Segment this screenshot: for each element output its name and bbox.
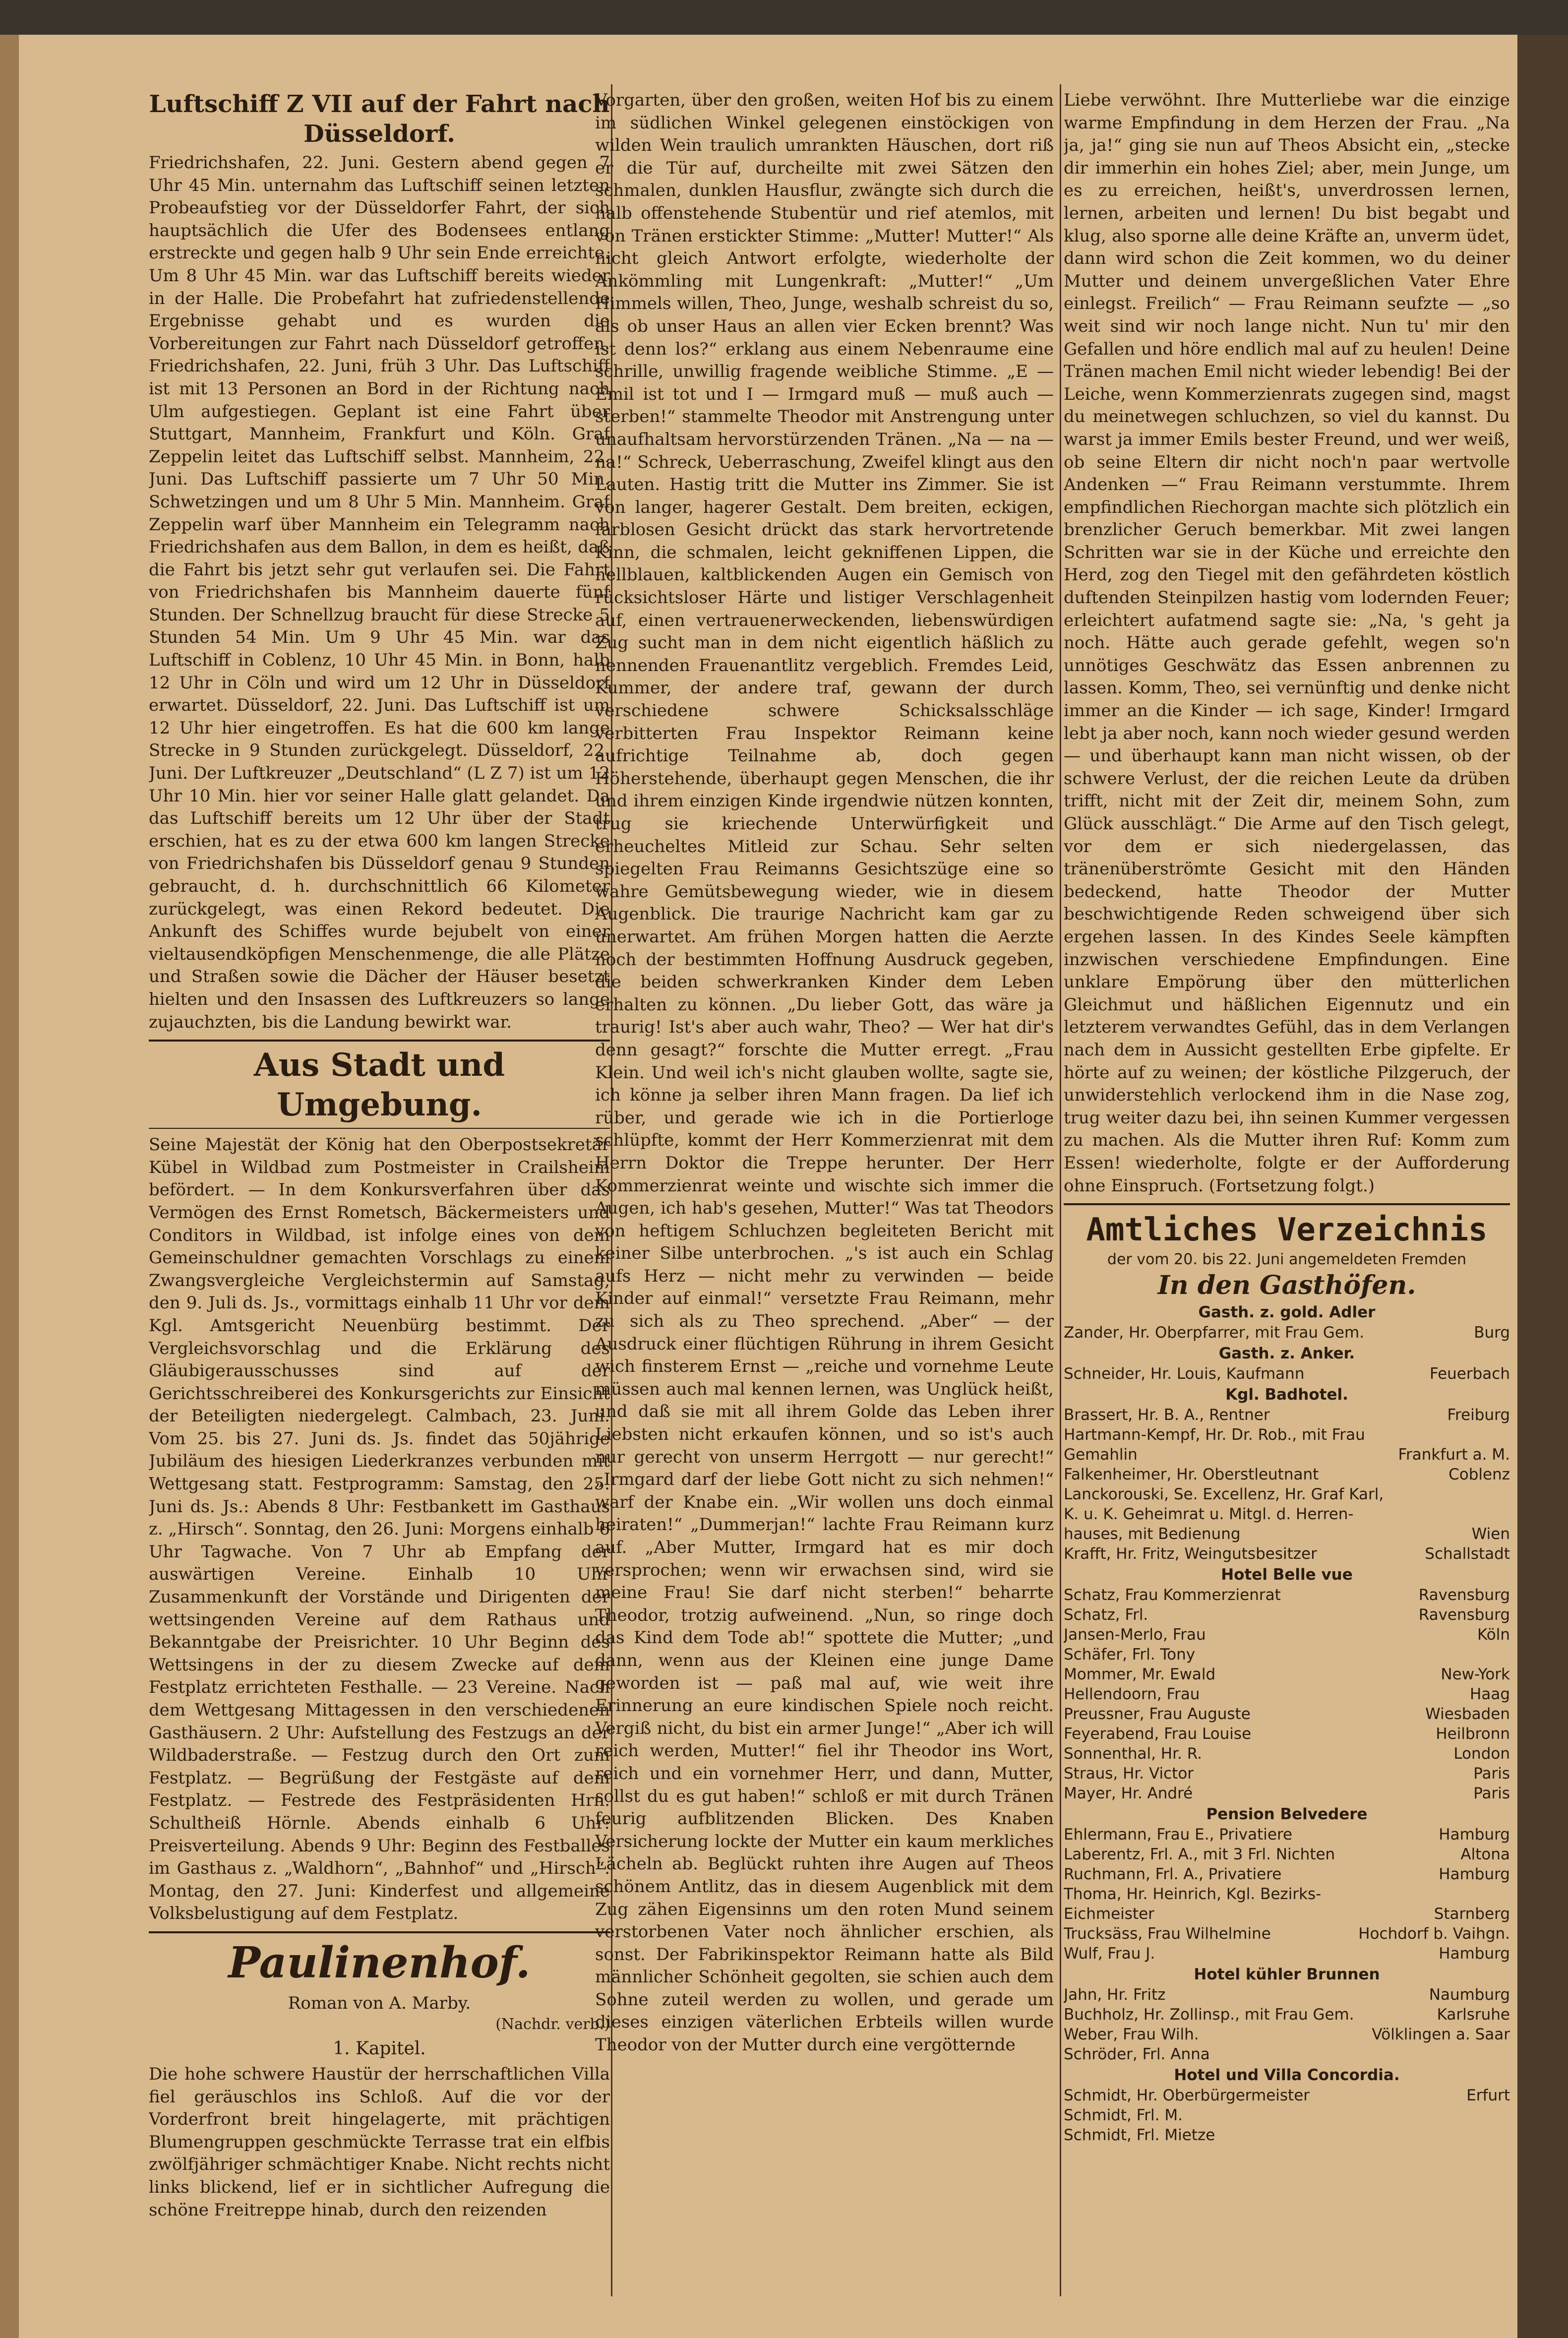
- guest-name: Mayer, Hr. André: [1064, 1784, 1193, 1803]
- guest-entry: [1064, 1904, 1510, 1924]
- guest-name: Thoma, Hr. Heinrich, Kgl. Bezirks-: [1064, 1885, 1322, 1904]
- guest-name: Schäfer, Frl. Tony: [1064, 1646, 1196, 1664]
- guest-entry: [1064, 1985, 1510, 2005]
- hotel-section-heading: Gasth. z. Anker.: [1218, 1345, 1355, 1363]
- verzeichnis-list: [1064, 1302, 1510, 2145]
- left-page-edge: [0, 35, 19, 2338]
- roman-continuation-end: Liebe verwöhnt. Ihre Mutterliebe war die einzige warme Empfindung in dem Herzen der Frau. „Na ja, ja!“ ging sie nun auf Theos Absicht ein, „stecke dir immerhin ein hohes Ziel; aber, mein Junge, um es zu erreichen, heißt's, unverdrossen lernen, lernen, arbeiten und lernen! Du bist begabt und klug, also sporne alle deine Kräfte an, unverm üdet, dann wird schon die Zeit kommen, wo du deiner Mutter und deinem unvergeßlichen Vater Ehre einlegst. Freilich“ — Frau Reimann seufzte — „so weit sind wir noch lange nicht. Nun tu' mir den Gefallen und höre endlich mal auf zu heulen! Deine Tränen machen Emil nicht wieder lebendig! Bei der Leiche, wenn Kommerzienrats zugegen sind, magst du meinetwegen schluchzen, so viel du kannst. Du warst ja immer Emils bester Freund, und wer weiß, ob seine Eltern dir nicht noch'n paar wertvolle Andenken —“ Frau Reimann verstummte. Ihrem empfindlichen Riechorgan machte sich plötzlich ein brenzlicher Geruch bemerkbar. Mit zwei langen Schritten war sie in der Küche und erreichte den Herd, zog den Tiegel mit den gefährdeten köstlich duftenden Steinpilzen hastig vom lodernden Feuer; erleichtert aufatmend sagte sie: „Na, 's geht ja noch. Hätte auch gerade gefehlt, wegen so'n unnötiges Geschwätz das Essen anbrennen zu lassen. Komm, Theo, sei vernünftig und denke nicht immer an die Kinder — ich sage, Kinder! Irmgard lebt ja aber noch, kann noch wieder gesund werden — und überhaupt kann man nicht wissen, ob der schwere Verlust, der die reichen Leute da drüben trifft, nicht mit der Zeit dir, meinem Sohn, zum Glück ausschlägt.“ Die Arme auf den Tisch gelegt, vor dem er sich niedergelassen, das tränenüberströmte Gesicht mit den Händen bedeckend, hatte Theodor der Mutter beschwichtigende Reden schweigend über sich ergehen lassen. In des Kindes Seele kämpften inzwischen verschiedene Empfindungen. Eine unklare Empörung über den mütterlichen Gleichmut und häßlichen Eigennutz und ein letzterem verwandtes Gefühl, das in dem Verlangen nach dem in Aussicht gestellten Erbe gipfelte. Er hörte auf zu weinen; der köstliche Pilzgeruch, der unwiderstehlich verlockend ihm in die Nase zog, trug weiter dazu bei, ihn seinen Kummer vergessen zu machen. Als die Mutter ihren Ruf: Komm zum Essen! wiederholte, folgte er der Aufforderung ohne Einspruch. (Fortsetzung folgt.): [1064, 90, 1510, 1196]
- hotel-section-heading: Hotel und Villa Concordia.: [1174, 2066, 1400, 2085]
- guest-entry: [1064, 1784, 1510, 1803]
- guest-entry: [1064, 1605, 1510, 1625]
- guest-origin: Paris: [1473, 1765, 1510, 1783]
- guest-name: Sonnenthal, Hr. R.: [1064, 1745, 1202, 1763]
- guest-entry: [1064, 2086, 1510, 2105]
- luftschiff-article: Friedrichshafen, 22. Juni. Gestern abend gegen 7 Uhr 45 Min. unternahm das Luftschiff seinen letzten Probeaufstieg vor der Düsseldorfer Fahrt, der sich hauptsächlich die Ufer des Bodensees entlang erstreckte und gegen halb 9 Uhr sein Ende erreichte. Um 8 Uhr 45 Min. war das Luftschiff bereits wieder in der Halle. Die Probefahrt hat zufriedenstellende Ergebnisse gehabt und es wurden die Vorbereitungen zur Fahrt nach Düsseldorf getroffen. Friedrichshafen, 22. Juni, früh 3 Uhr. Das Luftschiff ist mit 13 Personen an Bord in der Richtung nach Ulm aufgestiegen. Geplant ist eine Fahrt über Stuttgart, Mannheim, Frankfurt und Köln. Graf Zeppelin leitet das Luftschiff selbst. Mannheim, 22. Juni. Das Luftschiff passierte um 7 Uhr 50 Min. Schwetzingen und um 8 Uhr 5 Min. Mannheim. Graf Zeppelin warf über Mannheim ein Telegramm nach Friedrichshafen aus dem Ballon, in dem es heißt, daß die Fahrt bis jetzt sehr gut verlaufen sei. Die Fahrt von Friedrichshafen bis Mannheim dauerte fünf Stunden. Der Schnellzug braucht für diese Strecke 5 Stunden 54 Min. Um 9 Uhr 45 Min. war das Luftschiff in Coblenz, 10 Uhr 45 Min. in Bonn, halb 12 Uhr in Cöln und wird um 12 Uhr in Düsseldorf erwartet. Düsseldorf, 22. Juni. Das Luftschiff ist um 12 Uhr hier eingetroffen. Es hat die 600 km lange Strecke in 9 Stunden zurückgelegt. Düsseldorf, 22. Juni. Der Luftkreuzer „Deutschland“ (L Z 7) ist um 12 Uhr 10 Min. hier vor seiner Halle glatt gelandet. Da das Luftschiff bereits um 12 Uhr über der Stadt erschien, hat es zu der etwa 600 km langen Strecke von Friedrichshafen bis Düsseldorf genau 9 Stunden gebraucht, d. h. durchschnittlich 66 Kilometer zurückgelegt, was einen Rekord bedeutet. Die Ankunft des Schiffes wurde bejubelt von einer vieltausendköpfigen Menschenmenge, die alle Plätze und Straßen sowie die Dächer der Häuser besetzt hielten und den Insassen des Luftkreuzers so lange zujauchzten, bis die Landung bewirkt war.: [149, 153, 610, 1032]
- guest-entry: [1064, 1465, 1510, 1484]
- guest-name: Jahn, Hr. Fritz: [1064, 1986, 1166, 2004]
- guest-entry: [1064, 1484, 1510, 1504]
- roman-title: Paulinenhof.: [228, 1937, 531, 1988]
- guest-name: Schmidt, Frl. M.: [1064, 2106, 1183, 2125]
- guest-origin: Völklingen a. Saar: [1372, 2026, 1510, 2044]
- guest-entry: [1064, 2105, 1510, 2125]
- guest-entry: [1064, 1724, 1510, 1744]
- guest-name: Wulf, Frau J.: [1064, 1945, 1155, 1963]
- guest-name: Schröder, Frl. Anna: [1064, 2045, 1210, 2064]
- guest-origin: Ravensburg: [1418, 1606, 1510, 1624]
- stadt-headline: Aus Stadt und Umgebung.: [253, 1046, 505, 1124]
- guest-name: Falkenheimer, Hr. Oberstleutnant: [1064, 1466, 1319, 1484]
- section-divider: [1064, 1203, 1510, 1205]
- guest-entry: [1064, 1405, 1510, 1425]
- roman-chapter: 1. Kapitel.: [333, 2038, 426, 2059]
- guest-entry: [1064, 1425, 1510, 1445]
- guest-entry: [1064, 1864, 1510, 1884]
- guest-entry: [1064, 1323, 1510, 1343]
- guest-entry: [1064, 1664, 1510, 1684]
- guest-name: Jansen-Merlo, Frau: [1064, 1626, 1206, 1644]
- hotel-section-heading: Hotel Belle vue: [1221, 1566, 1353, 1584]
- guest-name: K. u. K. Geheimrat u. Mitgl. d. Herren-: [1064, 1505, 1354, 1524]
- guest-entry: [1064, 1884, 1510, 1904]
- guest-name: Mommer, Mr. Ewald: [1064, 1665, 1216, 1684]
- guest-origin: Heilbronn: [1436, 1725, 1510, 1743]
- guest-name: Ruchmann, Frl. A., Privatiere: [1064, 1865, 1282, 1884]
- guest-name: Zander, Hr. Oberpfarrer, mit Frau Gem.: [1064, 1324, 1365, 1342]
- guest-origin: Frankfurt a. M.: [1398, 1446, 1510, 1464]
- guest-entry: [1064, 2005, 1510, 2025]
- column-rule-2: [1060, 84, 1061, 2296]
- guest-entry: [1064, 2025, 1510, 2044]
- guest-origin: London: [1453, 1745, 1510, 1763]
- guest-name: Straus, Hr. Victor: [1064, 1765, 1194, 1783]
- guest-origin: Wiesbaden: [1425, 1705, 1510, 1723]
- guest-name: Ehlermann, Frau E., Privatiere: [1064, 1826, 1293, 1844]
- guest-origin: Erfurt: [1466, 2087, 1510, 2105]
- guest-entry: [1064, 1625, 1510, 1645]
- guest-name: Brassert, Hr. B. A., Rentner: [1064, 1406, 1270, 1424]
- hotel-section-heading: Gasth. z. gold. Adler: [1198, 1303, 1376, 1322]
- guest-entry: [1064, 1845, 1510, 1864]
- guest-name: Hellendoorn, Frau: [1064, 1685, 1200, 1704]
- right-binding-edge: [1517, 35, 1568, 2338]
- guest-entry: [1064, 1504, 1510, 1524]
- guest-name: Schneider, Hr. Louis, Kaufmann: [1064, 1365, 1305, 1383]
- column-2: [595, 89, 1054, 2296]
- guest-name: Weber, Frau Wilh.: [1064, 2026, 1199, 2044]
- guest-name: Schatz, Frau Kommerzienrat: [1064, 1586, 1281, 1604]
- guest-origin: Naumburg: [1429, 1986, 1510, 2004]
- guest-name: Preussner, Frau Auguste: [1064, 1705, 1251, 1723]
- section-divider: [149, 1931, 610, 1933]
- verzeichnis-title: Amtliches Verzeichnis: [1086, 1212, 1488, 1249]
- top-binding-edge: [0, 0, 1568, 35]
- guest-entry: [1064, 1764, 1510, 1784]
- guest-origin: Coblenz: [1448, 1466, 1510, 1484]
- guest-origin: Hamburg: [1439, 1945, 1510, 1963]
- guest-entry: [1064, 1524, 1510, 1544]
- guest-entry: [1064, 1585, 1510, 1605]
- guest-name: Krafft, Hr. Fritz, Weingutsbesitzer: [1064, 1545, 1317, 1563]
- column-1: [149, 89, 610, 2296]
- guest-entry: [1064, 2125, 1510, 2145]
- guest-name: hauses, mit Bedienung: [1064, 1525, 1241, 1543]
- guest-name: Feyerabend, Frau Louise: [1064, 1725, 1252, 1743]
- roman-author: Roman von A. Marby.: [288, 1993, 471, 2013]
- column-3: [1064, 89, 1510, 2296]
- guest-name: Hartmann-Kempf, Hr. Dr. Rob., mit Frau: [1064, 1426, 1365, 1444]
- luftschiff-headline: Luftschiff Z VII auf der Fahrt nach Düsseldorf.: [149, 90, 610, 148]
- guest-origin: New-York: [1441, 1665, 1510, 1684]
- guest-name: Laberentz, Frl. A., mit 3 Frl. Nichten: [1064, 1846, 1335, 1864]
- guest-origin: Wien: [1471, 1525, 1510, 1543]
- guest-name: Trucksäss, Frau Wilhelmine: [1064, 1925, 1271, 1943]
- roman-continuation: Vorgarten, über den großen, weiten Hof bis zu einem im südlichen Winkel gelegenen einstöckigen von wilden Wein traulich umrankten Häuschen, dort riß er die Tür auf, durcheilte mit zwei Sätzen den schmalen, dunklen Hausflur, zwängte sich durch die halb offenstehende Stubentür und rief atemlos, mit von Tränen erstickter Stimme: „Mutter! Mutter!“ Als nicht gleich Antwort erfolgte, wiederholte der Ankömmling mit Lungenkraft: „Mutter!“ „Um Himmels willen, Theo, Junge, weshalb schreist du so, als ob unser Haus an allen vier Ecken brennt? Was ist denn los?“ erklang aus einem Nebenraume eine schrille, unwillig fragende weibliche Stimme. „E — Emil ist tot und I — Irmgard muß — muß auch — sterben!“ stammelte Theodor mit Anstrengung unter unaufhaltsam hervorstürzenden Tränen. „Na — na — na!“ Schreck, Ueberraschung, Zweifel klingt aus den Lauten. Hastig tritt die Mutter ins Zimmer. Sie ist von langer, hagerer Gestalt. Dem breiten, eckigen, farblosen Gesicht drückt das stark hervortretende Kinn, die schmalen, leicht gekniffenen Lippen, die hellblauen, kaltblickenden Augen ein Gemisch von rücksichtsloser Härte und listiger Verschlagenheit auf, einen vertrauenerweckenden, liebenswürdigen Zug sucht man in dem nicht eigentlich häßlich zu nennenden Frauenantlitz vergeblich. Fremdes Leid, Kummer, der andere traf, gewann der durch verschiedene schwere Schicksalsschläge verbitterten Frau Inspektor Reimann keine aufrichtige Teilnahme ab, doch gegen Höherstehende, überhaupt gegen Menschen, die ihr und ihrem einzigen Kinde irgendwie nützen konnten, trug sie kriechende Unterwürfigkeit und erheucheltes Mitleid zur Schau. Sehr selten spiegelten Frau Reimanns Gesichtszüge eine so wahre Gemütsbewegung wieder, wie in diesem Augenblick. Die traurige Nachricht kam gar zu unerwartet. Am frühen Morgen hatten die Aerzte noch der bestimmten Hoffnung Ausdruck gegeben, die beiden schwerkranken Kinder dem Leben erhalten zu können. „Du lieber Gott, das wäre ja traurig! Ist's aber auch wahr, Theo? — Wer hat dir's denn gesagt?“ forschte die Mutter erregt. „Frau Klein. Und weil ich's nicht glauben wollte, sagte sie, ich könne ja selber ihren Mann fragen. Da lief ich rüber, und gerade wie ich in die Portierloge schlüpfte, kommt der Herr Kommerzienrat mit dem Herrn Doktor die Treppe herunter. Der Herr Kommerzienrat weinte und wischte sich immer die Augen, ich hab's gesehen, Mutter!“ Was tat Theodors von heftigem Schluchzen begleiteten Bericht mit keiner Silbe unterbrochen. „'s ist auch ein Schlag aufs Herz — nicht mehr zu verwinden — beide Kinder auf einmal!“ versetzte Frau Reimann, mehr zu sich als zu Theo sprechend. „Aber“ — der Ausdruck einer flüchtigen Rührung in ihrem Gesicht wich finsterem Ernst — „reiche und vornehme Leute müssen auch mal kennen lernen, was Unglück heißt, und daß sie mit all ihrem Golde das Leben ihrer Liebsten nicht erkaufen können, und so ist's auch nur gerecht von unserm Herrgott — nur gerecht!“ „Irmgard darf der liebe Gott nicht zu sich nehmen!“ warf der Knabe ein. „Wir wollen uns doch einmal heiraten!“ „Dummerjan!“ lachte Frau Reimann kurz auf. „Aber Mutter, Irmgard hat es mir doch versprochen; wenn wir erwachsen sind, wird sie meine Frau! Sie darf nicht sterben!“ beharrte Theodor, trotzig aufweinend. „Nun, so ringe doch das Kind dem Tode ab!“ spottete die Mutter; „und dann, wenn aus der Kleinen eine junge Dame geworden ist — paß mal auf, wie weit ihre Erinnerung an eure kindischen Spiele noch reicht. Vergiß nicht, du bist ein armer Junge!“ „Aber ich will reich werden, Mutter!“ fiel ihr Theodor ins Wort, reich und ein vornehmer Herr, und dann, Mutter, sollst du es gut haben!“ schloß er mit durch Tränen feurig aufblitzenden Blicken. Des Knaben Versicherung lockte der Mutter ein kaum merkliches Lächeln ab. Beglückt ruhten ihre Augen auf Theos schönem Antlitz, das in diesem Augenblick mit dem Zug zähen Eigensinns um den roten Mund seinem verstorbenen Vater noch ähnlicher erschien, als sonst. Der Fabrikinspektor Reimann hatte als Bild männlicher Schönheit gegolten, sie schien auch dem Sohne zuteil werden zu wollen, und gerade um dieses einzigen väterlichen Erbteils willen wurde Theodor von der Mutter durch eine vergötternde: [595, 90, 1054, 2055]
- guest-origin: Feuerbach: [1429, 1365, 1510, 1383]
- guest-origin: Altona: [1460, 1846, 1510, 1864]
- guest-name: Lanckorouski, Se. Excellenz, Hr. Graf Karl,: [1064, 1485, 1384, 1504]
- guest-name: Eichmeister: [1064, 1905, 1154, 1923]
- guest-name: Gemahlin: [1064, 1446, 1138, 1464]
- hotel-section-heading: Kgl. Badhotel.: [1225, 1386, 1348, 1404]
- guest-entry: [1064, 1704, 1510, 1724]
- guest-origin: Burg: [1474, 1324, 1510, 1342]
- guest-origin: Hamburg: [1439, 1826, 1510, 1844]
- guest-origin: Karlsruhe: [1437, 2006, 1510, 2024]
- guest-entry: [1064, 1944, 1510, 1964]
- guest-entry: [1064, 1924, 1510, 1944]
- section-divider: [149, 1040, 610, 1042]
- guest-origin: Paris: [1473, 1784, 1510, 1803]
- guest-name: Schmidt, Frl. Mietze: [1064, 2126, 1215, 2145]
- guest-origin: Starnberg: [1434, 1905, 1510, 1923]
- guest-entry: [1064, 1684, 1510, 1704]
- guest-entry: [1064, 2044, 1510, 2064]
- verzeichnis-subtitle: der vom 20. bis 22. Juni angemeldeten Fremden: [1107, 1251, 1467, 1269]
- guest-origin: Köln: [1477, 1626, 1510, 1644]
- guest-origin: Schallstadt: [1425, 1545, 1510, 1563]
- guest-origin: Hamburg: [1439, 1865, 1510, 1884]
- guest-entry: [1064, 1825, 1510, 1845]
- guest-name: Buchholz, Hr. Zollinsp., mit Frau Gem.: [1064, 2006, 1354, 2024]
- roman-credit: (Nachdr. verb.): [495, 2015, 610, 2033]
- roman-text: Die hohe schwere Haustür der herrschaftlichen Villa fiel geräuschlos ins Schloß. Auf die vor der Vorderfront breit hingelagerte, mit prächtigen Blumengruppen geschmückte Terrasse trat ein elfbis zwölfjähriger schmächtiger Knabe. Nicht rechts nicht links blickend, lief er in sichtlicher Aufregung die schöne Freitreppe hinab, durch den reizenden: [149, 2064, 610, 2220]
- guest-origin: Freiburg: [1447, 1406, 1510, 1424]
- section-divider: [149, 1128, 610, 1129]
- guest-origin: Ravensburg: [1418, 1586, 1510, 1604]
- guest-entry: [1064, 1645, 1510, 1664]
- guest-origin: Haag: [1470, 1685, 1510, 1704]
- hotel-section-heading: Pension Belvedere: [1206, 1805, 1368, 1824]
- guest-entry: [1064, 1445, 1510, 1465]
- guest-entry: [1064, 1744, 1510, 1764]
- stadt-article: Seine Majestät der König hat den Oberpostsekretär Kübel in Wildbad zum Postmeister in Crailsheim befördert. — In dem Konkursverfahren über das Vermögen des Ernst Rometsch, Bäckermeisters und Conditors in Wildbad, ist infolge eines von dem Gemeinschuldner gemachten Vorschlags zu einem Zwangsvergleiche Vergleichstermin auf Samstag, den 9. Juli ds. Js., vormittags einhalb 11 Uhr vor dem Kgl. Amtsgericht Neuenbürg bestimmt. Der Vergleichsvorschlag und die Erklärung des Gläubigerausschusses sind auf der Gerichtsschreiberei des Konkursgerichts zur Einsicht der Beteiligten niedergelegt. Calmbach, 23. Juni. Vom 25. bis 27. Juni ds. Js. findet das 50jährige Jubiläum des hiesigen Liederkranzes verbunden mit Wettgesang statt. Festprogramm: Samstag, den 25. Juni ds. Js.: Abends 8 Uhr: Festbankett im Gasthaus z. „Hirsch“. Sonntag, den 26. Juni: Morgens einhalb 6 Uhr Tagwache. Von 7 Uhr ab Empfang der auswärtigen Vereine. Einhalb 10 Uhr Zusammenkunft der Vorstände und Dirigenten der wettsingenden Vereine auf dem Rathaus und Bekanntgabe der Preisrichter. 10 Uhr Beginn des Wettsingens in der zu diesem Zwecke auf dem Festplatz errichteten Festhalle. — 23 Vereine. Nach dem Wettgesang Mittagessen in den verschiedenen Gasthäusern. 2 Uhr: Aufstellung des Festzugs an der Wildbaderstraße. — Festzug durch den Ort zum Festplatz. — Begrüßung der Festgäste auf dem Festplatz. — Festrede des Festpräsidenten Hrn. Schultheiß Hörnle. Abends einhalb 6 Uhr: Preisverteilung. Abends 9 Uhr: Beginn des Festballes im Gasthaus z. „Waldhorn“, „Bahnhof“ und „Hirsch“. Montag, den 27. Juni: Kinderfest und allgemeine Volksbelustigung auf dem Festplatz.: [149, 1135, 610, 1924]
- guest-entry: [1064, 1364, 1510, 1384]
- hotel-section-heading: Hotel kühler Brunnen: [1194, 1966, 1380, 1984]
- guest-origin: Hochdorf b. Vaihgn.: [1358, 1925, 1510, 1943]
- guest-entry: [1064, 1544, 1510, 1564]
- verzeichnis-heading: In den Gasthöfen.: [1157, 1270, 1416, 1301]
- guest-name: Schatz, Frl.: [1064, 1606, 1148, 1624]
- guest-name: Schmidt, Hr. Oberbürgermeister: [1064, 2087, 1310, 2105]
